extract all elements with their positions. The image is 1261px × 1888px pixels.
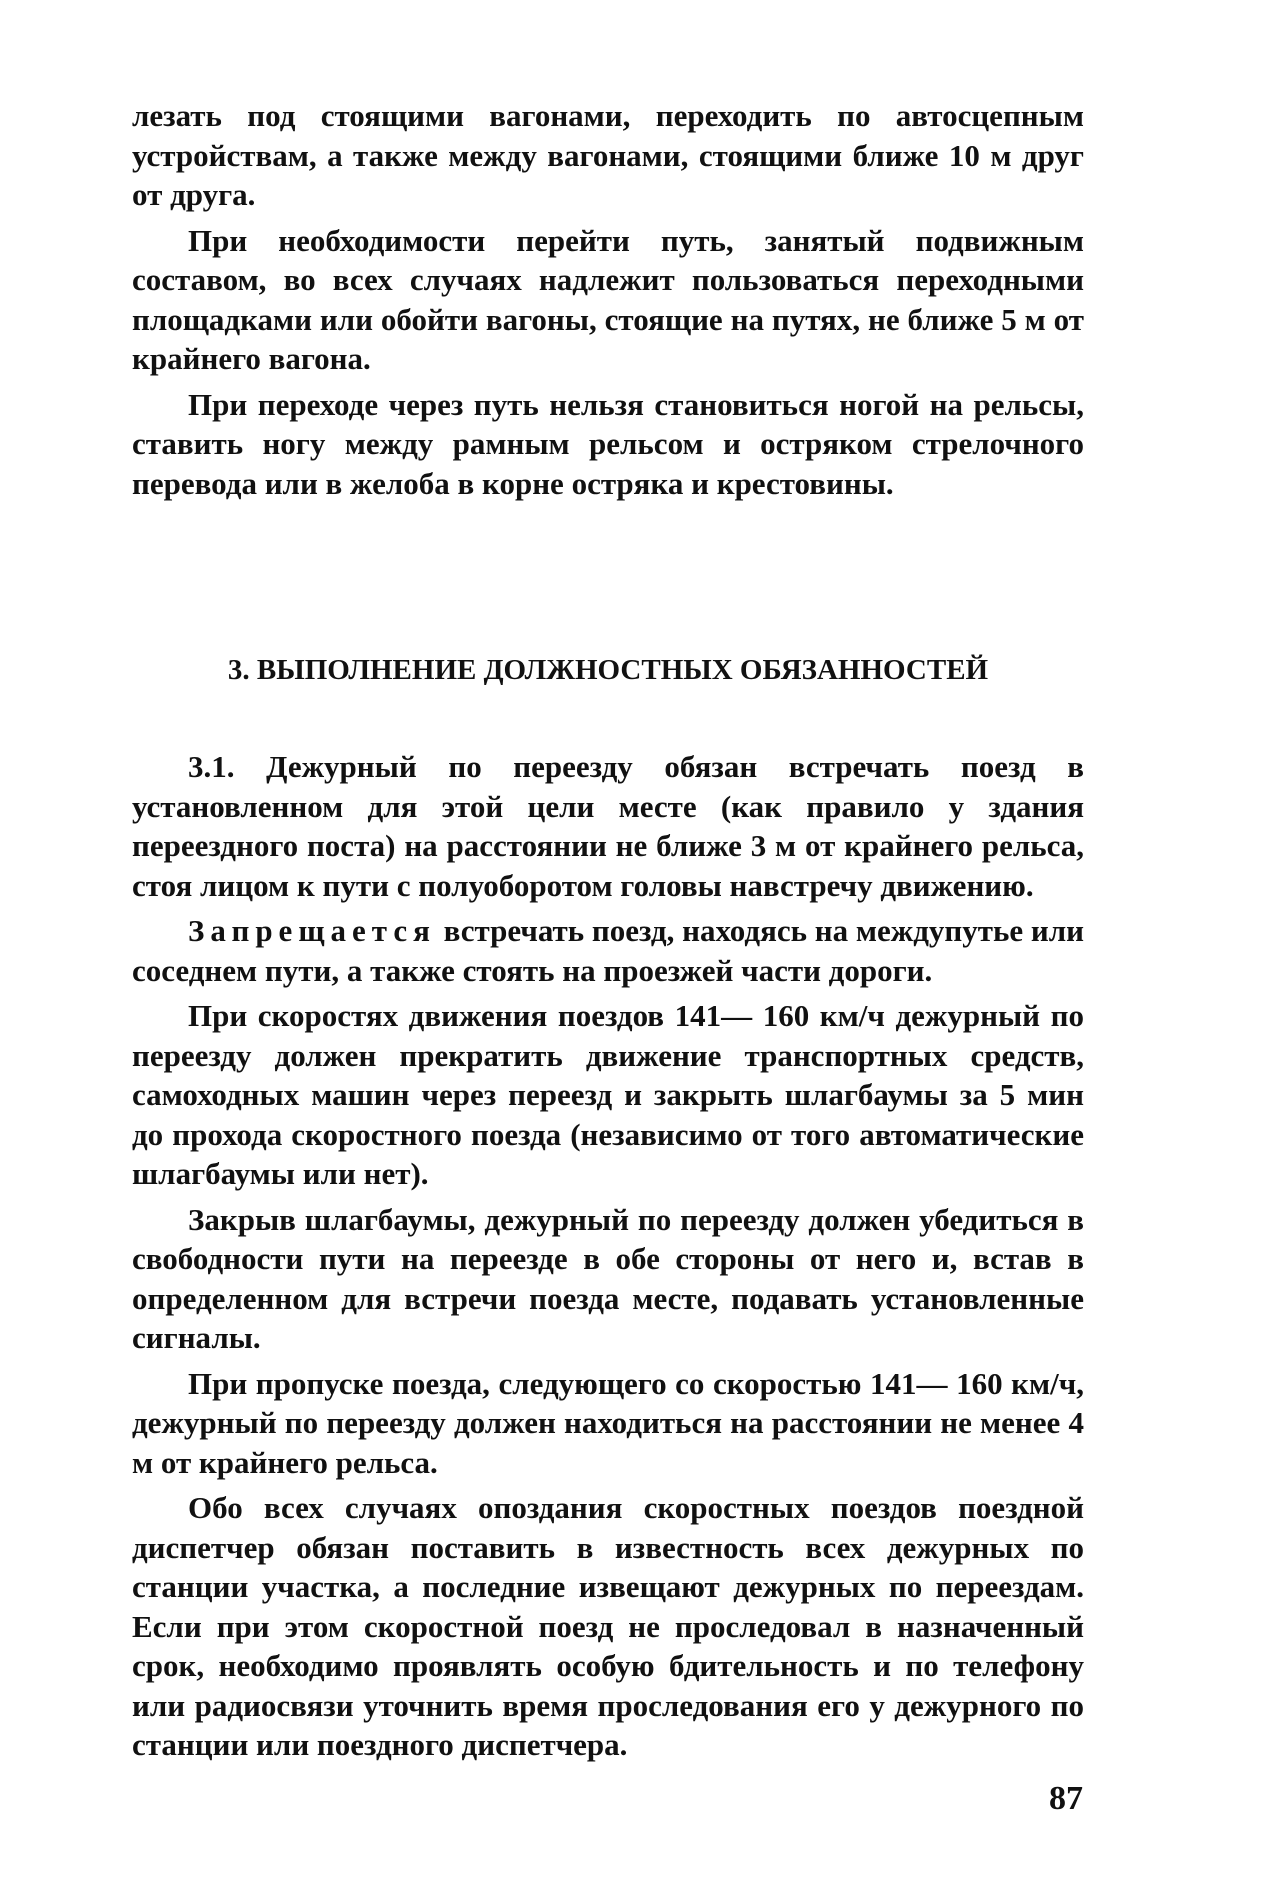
paragraph-rail-footing: При переходе через путь нельзя становиться ногой на рельсы, ставить ногу между рамным рельсом и остряком стрелочного перевода или в желоба в корне остряка и крестовины. xyxy=(132,386,1084,501)
page-number: 87 xyxy=(1049,1780,1083,1817)
paragraph-3-1: 3.1. Дежурный по переезду обязан встречать поезд в установленном для этой цели месте (как правило у здания переездного поста) на расстоянии не ближе 3 м от крайнего рельса, стоя лицом к пути с полуоборотом головы навстречу движению. xyxy=(132,749,1084,903)
paragraph-distance: При пропуске поезда, следующего со скоростью 141— 160 км/ч, дежурный по переезду должен находиться на расстоянии не менее 4 м от крайнего рельса. xyxy=(132,1365,1084,1480)
paragraph-speed-barriers: При скоростях движения поездов 141— 160 км/ч дежурный по переезду должен прекратить движение транспортных средств, самоходных машин через переезд и закрыть шлагбаумы за 5 мин до прохода скоростного поезда (независимо от того автоматические шлагбаумы или нет). xyxy=(132,998,1084,1191)
page-content xyxy=(132,96,1084,1771)
paragraph-delays: Обо всех случаях опоздания скоростных поездов поездной диспетчер обязан поставить в известность всех дежурных по станции участка, а последние извещают дежурных по переездам. Если при этом скоростной поезд не проследовал в назначенный срок, необходимо проявлять особую бдительность и по телефону или радиосвязи уточнить время проследования его у дежурного по станции или поездного диспетчера. xyxy=(132,1490,1084,1762)
paragraph-prohibition xyxy=(132,911,1084,990)
paragraph-crossing-track: При необходимости перейти путь, занятый подвижным составом, во всех случаях надлежит пользоваться переходными площадками или обойти вагоны, стоящие на путях, не ближе 5 м от крайнего вагона. xyxy=(132,222,1084,376)
section-title: 3. ВЫПОЛНЕНИЕ ДОЛЖНОСТНЫХ ОБЯЗАННОСТЕЙ xyxy=(227,654,989,686)
prohibition-text: встречать поезд, находясь на междупутье или соседнем пути, а также стоять на проезжей части дороги. xyxy=(132,913,1084,988)
prohibition-word: Запрещается xyxy=(188,913,436,948)
paragraph-continuation: лезать под стоящими вагонами, переходить по автосцепным устройствам, а также между вагонами, стоящими ближе 10 м друг от друга. xyxy=(132,98,1084,212)
paragraph-after-closing: Закрыв шлагбаумы, дежурный по переезду должен убедиться в свободности пути на переезде в обе стороны от него и, встав в определенном для встречи поезда месте, подавать установленные сигналы. xyxy=(132,1201,1084,1355)
